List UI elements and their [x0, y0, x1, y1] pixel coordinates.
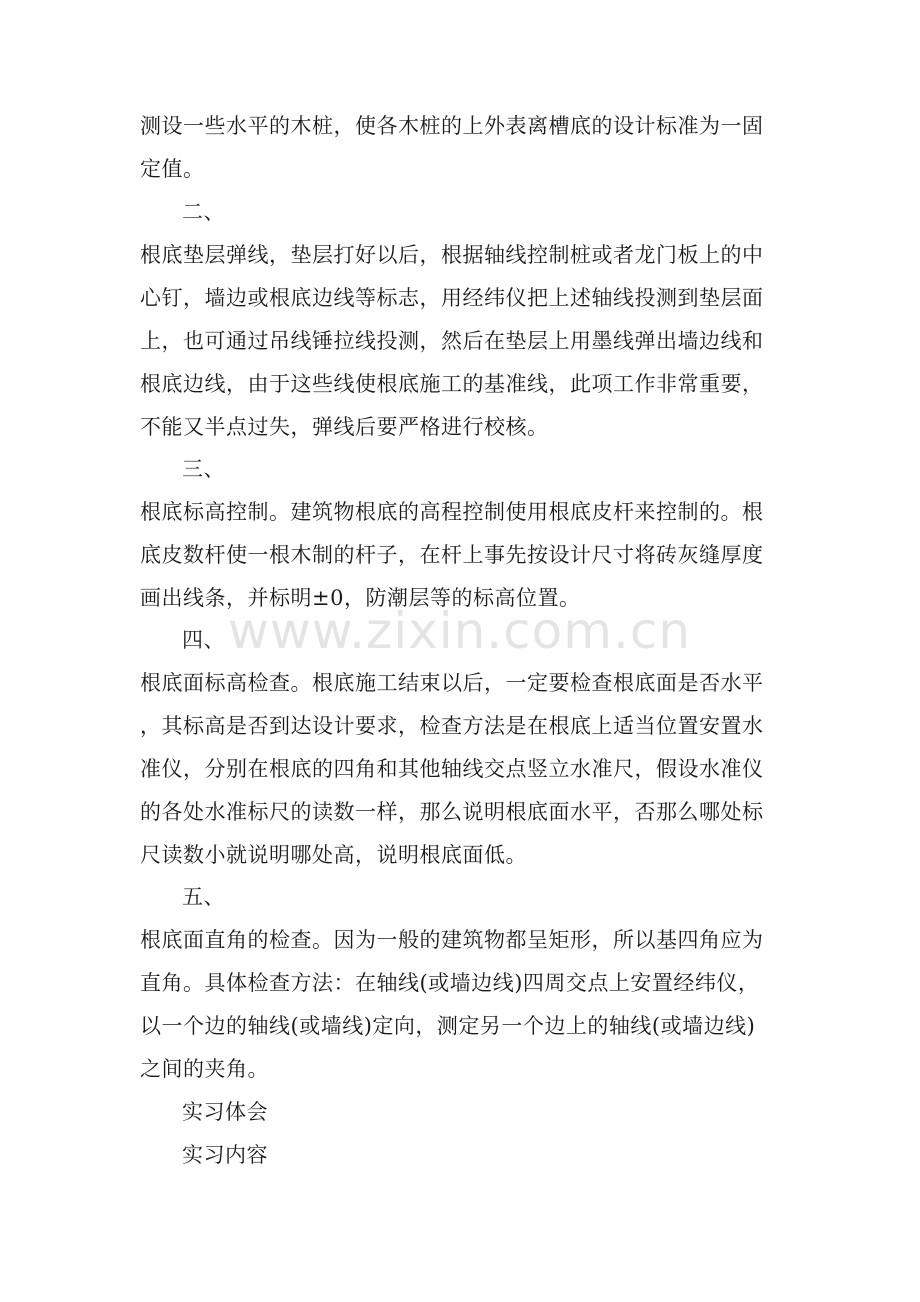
watermark-text: www.zixin.com.cn: [228, 602, 692, 660]
paragraph-4: 根底面标高检查。根底施工结束以后，一定要检查根底面是否水平 ，其标高是否到达设计要求，检查方法是在根底上适当位置安置水 准仪，分别在根底的四角和其他轴线交点竖立水准尺，假设水准仪 的各处水准标尺的读数一样，那么说明根底面水平，否那么哪处标 尺读数小就说明哪处高，说明根底面低。: [140, 671, 764, 867]
paragraph-2: 根底垫层弹线，垫层打好以后，根据轴线控制桩或者龙门板上的中 心钉，墙边或根底边线等标志，用经纬仪把上述轴线投测到垫层面 上，也可通过吊线锤拉线投测，然后在垫层上用墨线弹出墙边线和 根底边线，由于这些线使根底施工的基准线，此项工作非常重要， 不能又半点过失，弹线后要严格进行校核。: [140, 243, 764, 439]
heading-5: 五、: [182, 885, 225, 909]
heading-2: 二、: [182, 200, 225, 224]
paragraph-1: 测设一些水平的木桩，使各木桩的上外表离槽底的设计标准为一固 定值。: [140, 114, 764, 181]
paragraph-3: 根底标高控制。建筑物根底的高程控制使用根底皮杆来控制的。根 底皮数杆使一根木制的杆子，在杆上事先按设计尺寸将砖灰缝厚度 画出线条，并标明±0，防潮层等的标高位置。: [140, 500, 764, 610]
paragraph-5: 根底面直角的检查。因为一般的建筑物都呈矩形，所以基四角应为 直角。具体检查方法：在轴线(或墙边线)四周交点上安置经纬仪， 以一个边的轴线(或墙线)定向，测定另一个边上的轴线(或墙边线) 之间的夹角。: [140, 928, 764, 1081]
section-title-1: 实习体会: [182, 1100, 268, 1124]
heading-4: 四、: [182, 628, 225, 652]
section-title-2: 实习内容: [182, 1143, 268, 1167]
heading-3: 三、: [182, 457, 225, 481]
